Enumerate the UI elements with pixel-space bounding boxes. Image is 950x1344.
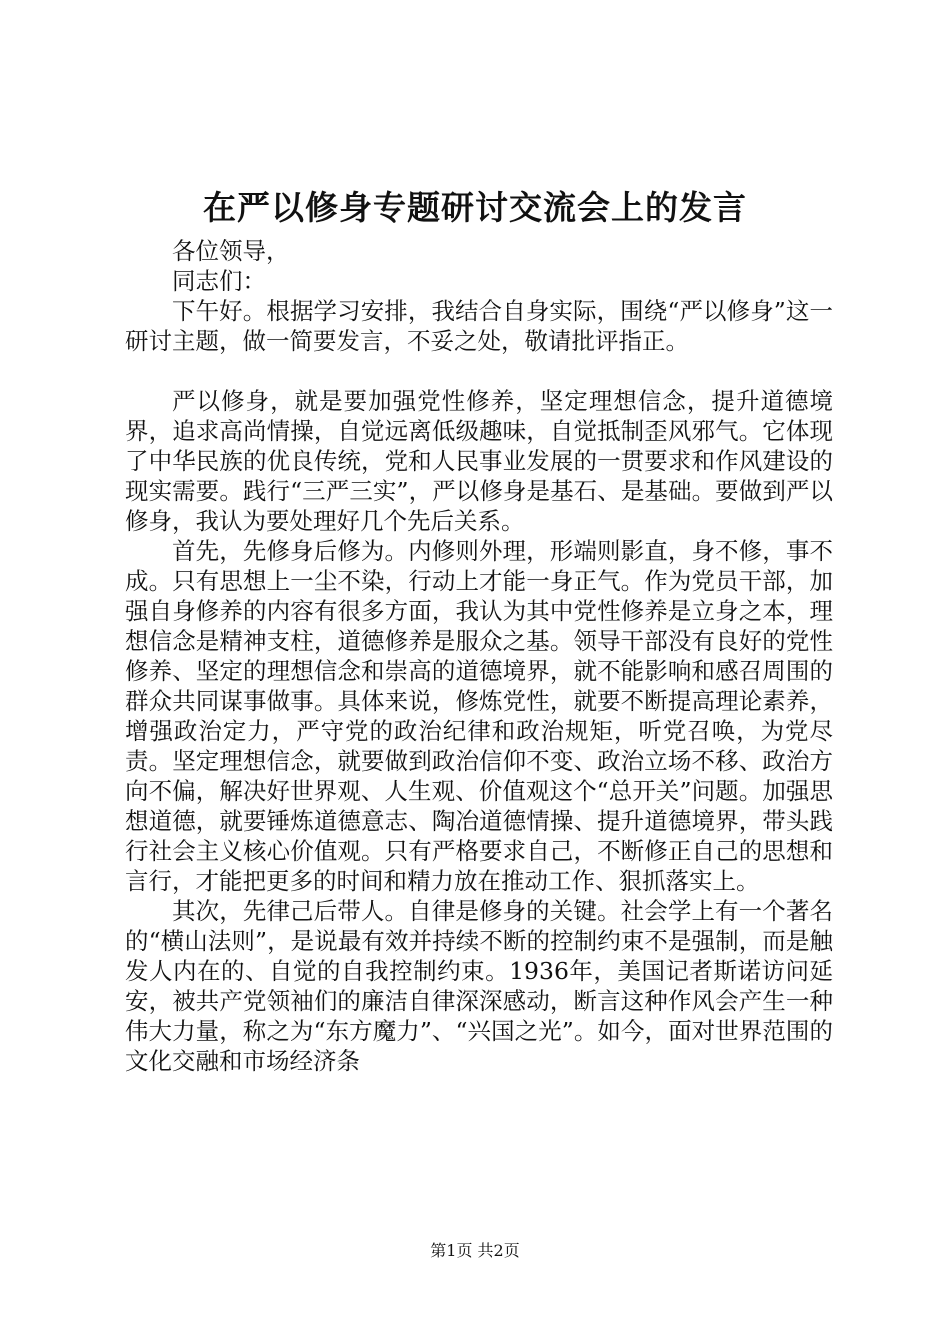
body-paragraph: 首先，先修身后修为。内修则外理，形端则影直，身不修，事不成。只有思想上一尘不染，行动上才能一身正气。作为党员干部，加强自身修养的内容有很多方面，我认为其中党性修养是立身之本，理想信念是精神支柱，道德修养是服众之基。领导干部没有良好的党性修养、坚定的理想信念和崇高的道德境界，就不能影响和感召周围的群众共同谋事做事。具体来说，修炼党性，就要不断提高理论素养，增强政治定力，严守党的政治纪律和政治规矩，听党召唤，为党尽责。坚定理想信念，就要做到政治信仰不变、政治立场不移、政治方向不偏，解决好世界观、人生观、价值观这个“总开关”问题。加强思想道德，就要锤炼道德意志、陶冶道德情操、提升道德境界，带头践行社会主义核心价值观。只有严格要求自己，不断修正自己的思想和言行，才能把更多的时间和精力放在推动工作、狠抓落实上。 — [125, 537, 833, 895]
salutation-leaders: 各位领导， — [172, 237, 290, 265]
document-body — [125, 236, 833, 1076]
salutation-comrades: 同志们： — [172, 267, 266, 295]
page-number-footer: 第1页 共2页 — [430, 1241, 520, 1260]
opening-paragraph: 下午好。根据学习安排，我结合自身实际，围绕“严以修身”这一研讨主题，做一简要发言，不妥之处，敬请批评指正。 — [125, 297, 833, 355]
body-paragraph: 其次，先律己后带人。自律是修身的关键。社会学上有一个著名的“横山法则”，是说最有效并持续不断的控制约束不是强制，而是触发人内在的、自觉的自我控制约束。1936年，美国记者斯诺访问延安，被共产党领袖们的廉洁自律深深感动，断言这种作风会产生一种伟大力量，称之为“东方魔力”、“兴国之光”。如今，面对世界范围的文化交融和市场经济条 — [125, 897, 833, 1075]
document-title: 在严以修身专题研讨交流会上的发言 — [203, 188, 747, 227]
body-paragraph: 严以修身，就是要加强党性修养，坚定理想信念，提升道德境界，追求高尚情操，自觉远离低级趣味，自觉抵制歪风邪气。它体现了中华民族的优良传统，党和人民事业发展的一贯要求和作风建设的现实需要。践行“三严三实”，严以修身是基石、是基础。要做到严以修身，我认为要处理好几个先后关系。 — [125, 387, 833, 535]
